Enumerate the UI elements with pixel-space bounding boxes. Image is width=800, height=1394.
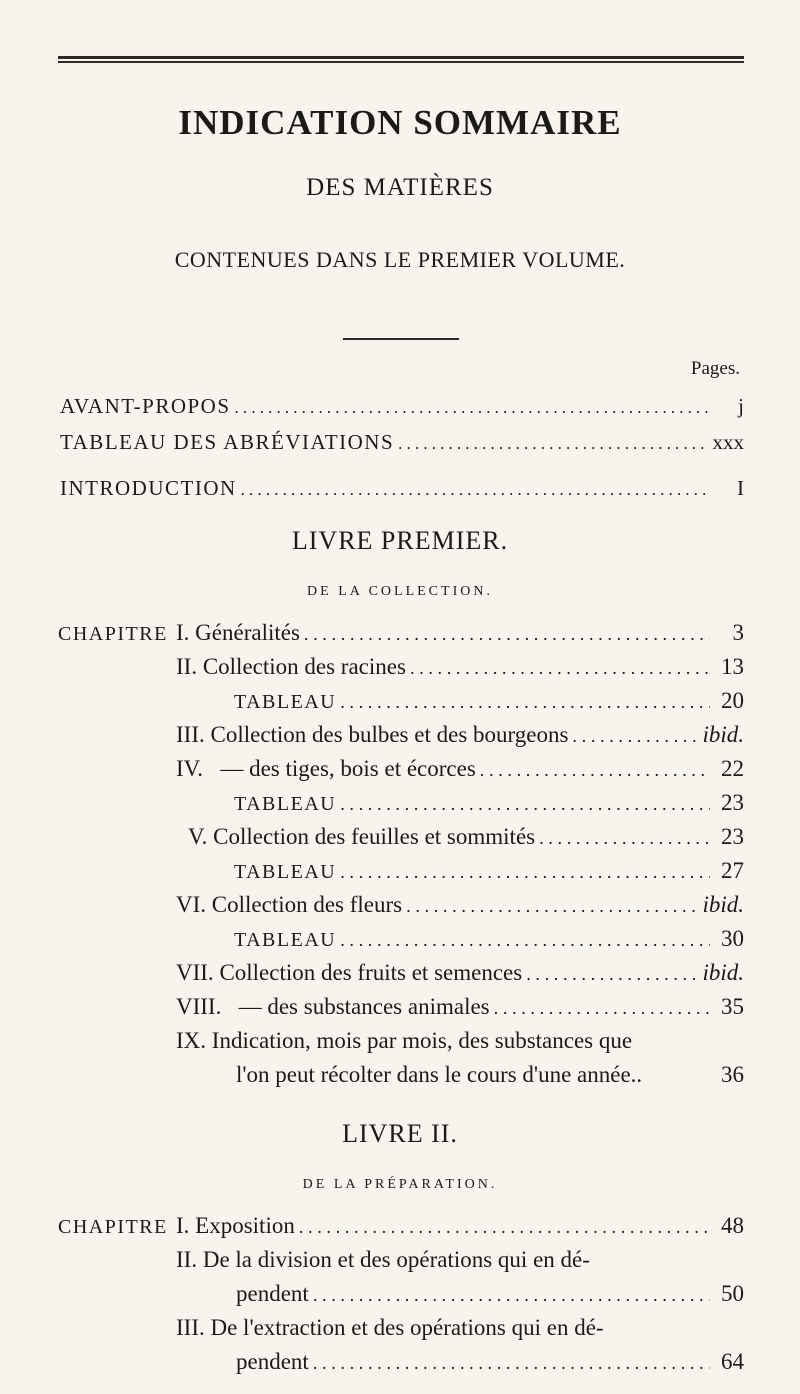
leader-dots [299, 1217, 710, 1238]
toc-entry-b2-chapter-2-cont[interactable] [236, 1281, 744, 1311]
book-1-subtitle: DE LA COLLECTION. [307, 584, 493, 599]
toc-entry-page: 20 [721, 688, 744, 713]
leader-dots [398, 434, 708, 454]
chapter-title: TABLEAU [234, 861, 337, 883]
leader-dots [340, 930, 710, 951]
chapter-number: VII. [176, 960, 214, 985]
toc-entry-page: 50 [721, 1281, 744, 1306]
toc-entry-chapter-9[interactable] [176, 1028, 632, 1054]
toc-entry-page: 48 [721, 1213, 744, 1238]
chapter-number: II. [176, 654, 198, 679]
top-double-rule [58, 56, 744, 64]
leader-dots [235, 398, 710, 418]
toc-entry-b2-chapter-1[interactable] [176, 1213, 744, 1243]
leader-dots [410, 658, 710, 679]
toc-entry-tableau[interactable] [234, 926, 744, 956]
toc-entry-page: 35 [721, 994, 744, 1019]
chapter-number: IV. [176, 756, 204, 781]
toc-entry-b2-chapter-3-cont[interactable] [236, 1349, 744, 1379]
chapter-title: — des substances animales [238, 994, 490, 1019]
book-1-title: LIVRE PREMIER. [291, 526, 509, 555]
toc-entry-chapter-1[interactable] [176, 620, 744, 650]
toc-entry-chapter-4[interactable] [176, 756, 744, 786]
chapter-number: VIII. [176, 994, 222, 1019]
leader-dots [340, 862, 710, 883]
chapitre-label: CHAPITRE [58, 623, 168, 645]
toc-entry-page: 23 [721, 824, 744, 849]
toc-entry-page: 23 [721, 790, 744, 815]
divider-rule [343, 338, 459, 340]
toc-entry-b2-chapter-2[interactable] [176, 1247, 590, 1273]
toc-entry-avant-propos[interactable] [60, 394, 744, 424]
toc-entry-label: AVANT-PROPOS [60, 394, 231, 418]
chapter-number: VI. [176, 892, 207, 917]
page-subtitle-2: CONTENUES DANS LE PREMIER VOLUME. [174, 247, 626, 272]
chapter-title: — des tiges, bois et écorces [220, 756, 476, 781]
toc-entry-page: 3 [732, 620, 744, 645]
toc-entry-chapter-9-cont[interactable] [236, 1062, 744, 1092]
pages-column-label: Pages. [690, 358, 740, 379]
toc-entry-introduction[interactable] [60, 476, 744, 506]
toc-entry-page: j [738, 394, 744, 418]
toc-entry-tableau[interactable] [234, 790, 744, 820]
book-2-subtitle: DE LA PRÉPARATION. [302, 1177, 498, 1192]
book-2-title: LIVRE II. [342, 1119, 458, 1148]
leader-dots [340, 692, 710, 713]
toc-entry-chapter-7[interactable] [176, 960, 744, 990]
toc-entry-chapter-5[interactable] [188, 824, 744, 854]
toc-entry-chapter-6[interactable] [176, 892, 744, 922]
toc-entry-page: 27 [721, 858, 744, 883]
toc-entry-page: 13 [721, 654, 744, 679]
toc-entry-page: I [737, 476, 744, 500]
chapter-title: Généralités [195, 620, 300, 645]
toc-entry-label: TABLEAU DES ABRÉVIATIONS [60, 430, 395, 454]
toc-entry-tableau[interactable] [234, 688, 744, 718]
chapter-number: III. [176, 722, 205, 747]
chapter-title: Collection des bulbes et des bourgeons [210, 722, 569, 747]
toc-entry-chapter-2[interactable] [176, 654, 744, 684]
chapter-title: Indication, mois par mois, des substances que [211, 1028, 633, 1053]
chapter-title: De l'extraction et des opérations qui en dé- [210, 1315, 604, 1340]
leader-dots [539, 828, 710, 849]
chapter-title: Collection des fleurs [211, 892, 403, 917]
chapter-title: TABLEAU [234, 793, 337, 815]
chapter-number: I. [176, 1213, 190, 1238]
toc-entry-b2-chapter-3[interactable] [176, 1315, 604, 1341]
toc-entry-label: INTRODUCTION [60, 476, 237, 500]
chapter-title: pendent [236, 1281, 309, 1306]
toc-entry-page: 64 [721, 1349, 744, 1374]
toc-entry-tableau[interactable] [234, 858, 744, 888]
leader-dots [241, 480, 710, 500]
leader-dots [494, 998, 710, 1019]
chapter-number: II. [176, 1247, 198, 1272]
page-subtitle: DES MATIÈRES [306, 174, 494, 201]
toc-entry-page: xxx [712, 430, 744, 454]
toc-entry-page: 30 [721, 926, 744, 951]
leader-dots [313, 1353, 710, 1374]
toc-entry-page: ibid. [702, 892, 744, 917]
leader-dots [340, 794, 710, 815]
chapter-number: IX. [176, 1028, 207, 1053]
page-title: INDICATION SOMMAIRE [178, 103, 622, 142]
toc-entry-page: ibid. [702, 960, 744, 985]
toc-entry-chapter-8[interactable] [176, 994, 744, 1024]
toc-entry-page: 22 [721, 756, 744, 781]
toc-entry-page: ibid. [702, 722, 744, 747]
chapter-title: De la division et des opérations qui en dé- [202, 1247, 590, 1272]
chapter-number: III. [176, 1315, 205, 1340]
toc-entry-page: 36 [721, 1062, 744, 1087]
chapter-title: Collection des fruits et semences [219, 960, 523, 985]
chapter-title: Collection des feuilles et sommités [213, 824, 536, 849]
chapter-title: TABLEAU [234, 691, 337, 713]
toc-entry-abreviations[interactable] [60, 430, 744, 460]
chapter-title: pendent [236, 1349, 309, 1374]
chapter-title: TABLEAU [234, 929, 337, 951]
leader-dots [313, 1285, 710, 1306]
chapter-number: I. [176, 620, 190, 645]
leader-dots [526, 964, 698, 985]
leader-dots [304, 624, 710, 645]
leader-dots [406, 896, 698, 917]
chapter-number: V. [188, 824, 208, 849]
toc-entry-chapter-3[interactable] [176, 722, 744, 752]
chapter-title: Exposition [195, 1213, 295, 1238]
chapter-title: Collection des racines [202, 654, 406, 679]
leader-dots [480, 760, 710, 781]
leader-dots [572, 726, 698, 747]
chapitre-label: CHAPITRE [58, 1216, 168, 1238]
chapter-title: l'on peut récolter dans le cours d'une année.. [236, 1062, 643, 1087]
